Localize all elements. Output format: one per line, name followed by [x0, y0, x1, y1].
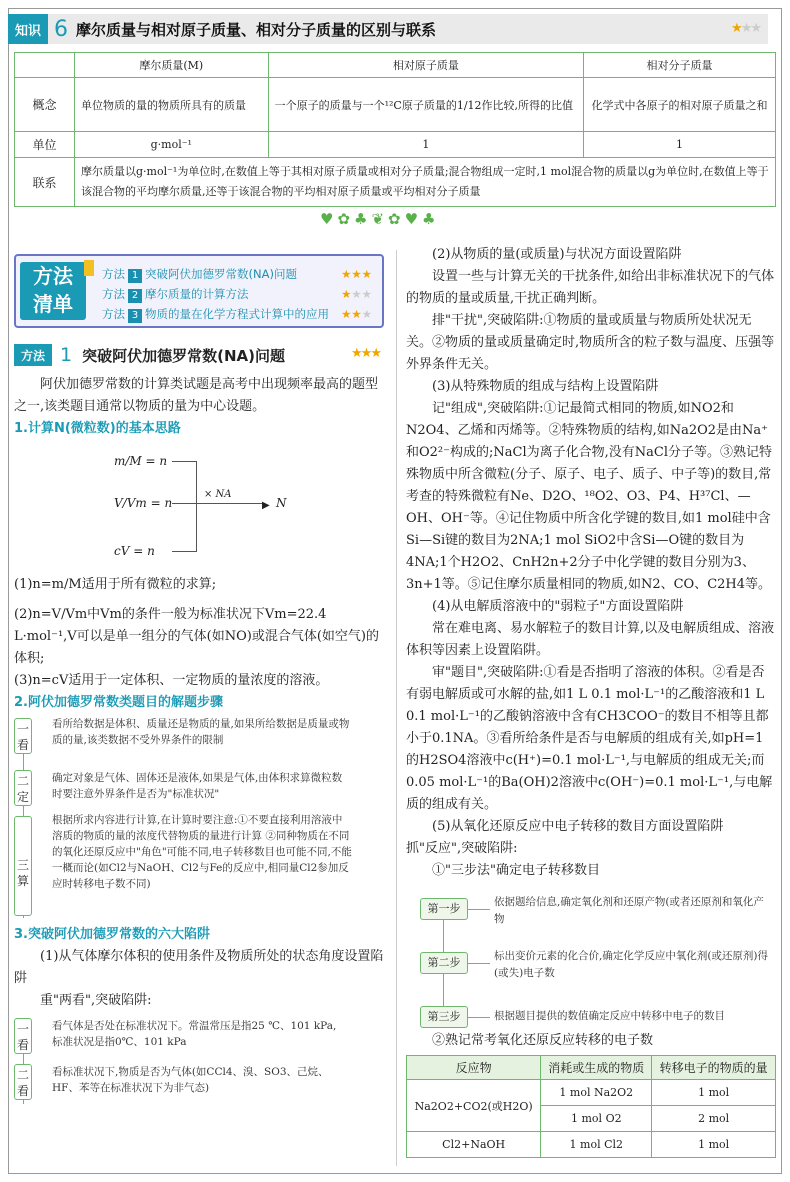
arrow-icon: ▶: [262, 500, 270, 511]
table-header: 转移电子的物质的量: [652, 1056, 776, 1080]
look-label: 一看: [14, 1018, 32, 1054]
method-list-item[interactable]: 方法 3 物质的量在化学方程式计算中的应用 ★★★: [102, 304, 372, 324]
stars-icon: ★★★: [341, 307, 372, 321]
stars-icon: ★★★: [341, 267, 372, 281]
column-divider: [396, 250, 397, 1166]
difficulty-stars: ★★★: [351, 346, 380, 361]
method1-number: 1: [60, 344, 73, 366]
paragraph: 记"组成",突破陷阱:①记最简式相同的物质,如NO2和N2O4、乙烯和丙烯等。②特殊物质的结构,如Na2O2是由Na⁺和O2²⁻构成的;NaCl为离子化合物,没有NaCl分子等。③熟记特殊物质中所含微粒(分子、原子、电子、质子、中子等)的数目,常考查的特殊微粒有Ne、D2O、¹⁸O2、O3、P4、H³⁷Cl、—OH、OH⁻等。④记住物质中所含化学键的数目,如1 mol硅中含Si—Si键的数目为2NA;1 mol SiO2中含Si—O键的数目为4NA;1个H2O2、CnH2n+2分子中化学键的数目分别为3、3n+1等。⑤记住摩尔质量相同的物质,如N2、CO、C2H4等。: [406, 401, 772, 592]
note: (2)n=V/Vm中Vm的条件一般为标准状况下Vm=22.4 L·mol⁻¹,V可以是单一组分的气体(如NO)或混合气体(如空气)的体积;: [14, 607, 379, 666]
arrow-label: × NA: [204, 489, 232, 500]
look-text: 看气体是否处在标准状况下。常温常压是指25 ℃、101 kPa,标准状况是指0℃、101 kPa: [52, 1020, 337, 1048]
paragraph: (4)从电解质溶液中的"弱粒子"方面设置陷阱: [432, 599, 684, 614]
step-label: 第二步: [420, 952, 468, 974]
electron-table: [406, 1055, 776, 1158]
note: (1)n=m/M适用于所有微粒的求算;: [14, 577, 217, 592]
row-label: 联系: [15, 158, 75, 207]
note: (3)n=cV适用于一定体积、一定物质的量浓度的溶液。: [14, 673, 329, 688]
table-cell: 1 mol Cl2: [541, 1132, 652, 1158]
subheading: 2.阿伏加德罗常数类题目的解题步骤: [14, 695, 223, 710]
method-list-item[interactable]: 方法 1 突破阿伏加德罗常数(NA)问题 ★★★: [102, 264, 372, 284]
row-label: 概念: [15, 78, 75, 132]
table-cell: Cl2+NaOH: [407, 1132, 541, 1158]
step-text: 确定对象是气体、固体还是液体,如果是气体,由体积求算微粒数时要注意外界条件是否为"标准状况": [52, 772, 343, 800]
look-text: 看标准状况下,物质是否为气体(如CCl4、溴、SO3、己烷、HF、苯等在标准状况下为非气态): [52, 1066, 329, 1094]
intro-paragraph: 阿伏加德罗常数的计算类试题是高考中出现频率最高的题型之一,该类题目通常以物质的量为中心设题。: [14, 377, 379, 414]
step-text: 依据题给信息,确定氧化剂和还原产物(或者还原剂和氧化产物: [494, 896, 764, 925]
difficulty-stars: ★★★: [731, 21, 760, 36]
table-cell: 1 mol: [652, 1080, 776, 1106]
table-cell: 1: [584, 132, 776, 158]
table-cell: Na2O2+CO2(或H2O): [407, 1080, 541, 1132]
method1-tag: 方法: [14, 344, 52, 366]
table-header: [15, 53, 75, 78]
formula-volume: V/Vm = n: [114, 496, 173, 510]
paragraph: 抓"反应",突破陷阱:: [406, 841, 518, 856]
paragraph: 审"题目",突破陷阱:①看是否指明了溶液的体积。②看是否有弱电解质或可水解的盐,如1 L 0.1 mol·L⁻¹的乙酸溶液和1 L 0.1 mol·L⁻¹的乙酸钠溶液中含有CH3COO⁻的数目不相等且都小于0.1NA。③看所给条件是否与电解质的组成有关,如pH=1的H2SO4溶液中c(H⁺)=0.1 mol·L⁻¹,与电解质的组成无关;而0.05 mol·L⁻¹的Ba(OH)2溶液中c(OH⁻)=0.1 mol·L⁻¹,与电解质的组成有关。: [406, 665, 773, 812]
knowledge-title: 摩尔质量与相对原子质量、相对分子质量的区别与联系: [76, 20, 437, 39]
method-list-box: [14, 254, 384, 328]
paragraph: 常在难电离、易水解粒子的数目计算,以及电解质组成、溶液体积等因素上设置陷阱。: [406, 621, 775, 658]
right-column: [406, 244, 776, 882]
method-list-tag: 方法 清单: [20, 262, 86, 320]
left-column: [14, 374, 384, 1108]
trap-paragraph: (1)从气体摩尔体积的使用条件及物质所处的状态角度设置陷阱: [14, 949, 384, 986]
formula-concentration: cV = n: [114, 544, 155, 558]
table-cell: 化学式中各原子的相对原子质量之和: [584, 78, 776, 132]
step-text: 根据所求内容进行计算,在计算时要注意:①不要直接利用溶液中溶质的物质的量的浓度代替物质的量进行计算 ②同种物质在不同的氧化还原反应中"角色"可能不同,电子转移数目也可能不同,不能一概而论(如Cl2与NaOH、Cl2与Fe的反应中,相同量Cl2参加反应时转移电子数不同): [52, 814, 352, 890]
step-label: 第一步: [420, 898, 468, 920]
table-cell: 1 mol Na2O2: [541, 1080, 652, 1106]
paragraph: ①"三步法"确定电子转移数目: [432, 863, 600, 878]
knowledge-header: [8, 14, 768, 44]
relation-cell: 摩尔质量以g·mol⁻¹为单位时,在数值上等于其相对原子质量或相对分子质量;混合物组成一定时,1 mol混合物的质量以g为单位时,在数值上等于该混合物的平均摩尔质量,还等于该混合物的平均相对原子质量或平均相对分子质量: [75, 158, 776, 207]
method-list: [102, 264, 372, 324]
table-cell: 1: [268, 132, 583, 158]
table-header: 相对分子质量: [584, 53, 776, 78]
method1-title: 突破阿伏加德罗常数(NA)问题: [82, 346, 285, 365]
solving-steps: [14, 714, 384, 924]
formula-target: N: [276, 496, 287, 510]
method-list-item[interactable]: 方法 2 摩尔质量的计算方法 ★★★: [102, 284, 372, 304]
comparison-table: [14, 52, 776, 207]
stars-icon: ★★★: [341, 287, 372, 301]
right-column-tail: [406, 1030, 776, 1052]
table-header: 消耗或生成的物质: [541, 1056, 652, 1080]
step-text: 根据题目提供的数值确定反应中转移中电子的数目: [494, 1010, 725, 1022]
table-header: 反应物: [407, 1056, 541, 1080]
step-text: 标出变价元素的化合价,确定化学反应中氧化剂(或还原剂)得(或失)电子数: [494, 950, 769, 979]
two-looks: [14, 1014, 384, 1108]
table-header: 相对原子质量: [268, 53, 583, 78]
paragraph: (3)从特殊物质的组成与结构上设置陷阱: [432, 379, 659, 394]
step-text: 看所给数据是体积、质量还是物质的量,如果所给数据是质量或物质的量,该类数据不受外界条件的限制: [52, 718, 350, 746]
table-header: 摩尔质量(M): [75, 53, 269, 78]
paragraph: (2)从物质的量(或质量)与状况方面设置陷阱: [432, 247, 682, 262]
step-label: 一看: [14, 718, 32, 754]
table-cell: 一个原子的质量与一个¹²C原子质量的1/12作比较,所得的比值: [268, 78, 583, 132]
table-cell: 单位物质的量的物质所具有的质量: [75, 78, 269, 132]
formula-diagram: [14, 440, 384, 570]
paragraph: 排"干扰",突破陷阱:①物质的量或质量与物质所处状况无关。②物质的量或质量确定时,物质所含的粒子数与温度、压强等外界条件无关。: [406, 313, 775, 372]
row-label: 单位: [15, 132, 75, 158]
subheading: 3.突破阿伏加德罗常数的六大陷阱: [14, 927, 210, 942]
paragraph: 设置一些与计算无关的干扰条件,如给出非标准状况下的气体的物质的量或质量,干扰正确判断。: [406, 269, 775, 306]
knowledge-number: 6: [54, 16, 68, 42]
paragraph: (5)从氧化还原反应中电子转移的数目方面设置陷阱: [432, 819, 724, 834]
formula-mass: m/M = n: [114, 454, 168, 468]
trap-paragraph: 重"两看",突破陷阱:: [40, 993, 152, 1008]
paragraph: ②熟记常考氧化还原反应转移的电子数: [432, 1033, 654, 1048]
decoration-sprouts: ♥✿♣❦✿♥♣: [320, 210, 440, 228]
step-label: 三算: [14, 816, 32, 916]
table-cell: 1 mol O2: [541, 1106, 652, 1132]
table-cell: 1 mol: [652, 1132, 776, 1158]
step-label: 二定: [14, 770, 32, 806]
flag-icon: [84, 260, 94, 276]
knowledge-tag: 知识: [8, 14, 48, 44]
table-cell: g·mol⁻¹: [75, 132, 269, 158]
subheading: 1.计算N(微粒数)的基本思路: [14, 421, 181, 436]
method1-header: [14, 344, 380, 366]
look-label: 二看: [14, 1064, 32, 1100]
step-label: 第三步: [420, 1006, 468, 1028]
table-cell: 2 mol: [652, 1106, 776, 1132]
